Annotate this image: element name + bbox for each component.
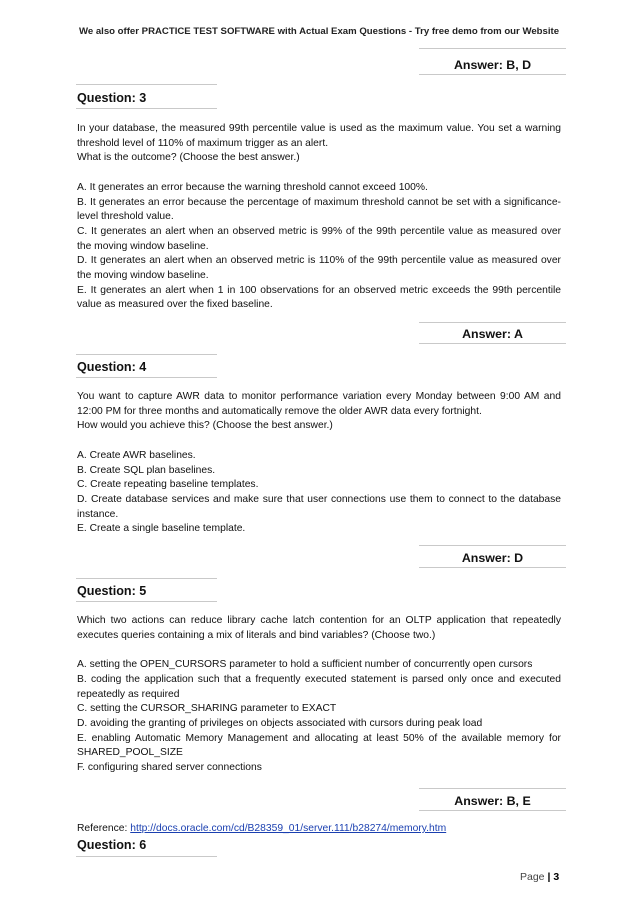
question-6-title: Question: 6 <box>77 838 147 852</box>
question-4-stem: You want to capture AWR data to monitor performance variation every Monday between 9:00 AM and 12:00 PM for three months and automatically remove the older AWR data every fortnight. <box>77 391 561 417</box>
question-3-option-b: B. It generates an error because the percentage of maximum threshold cannot be set with a significance-level threshold value. <box>77 196 561 223</box>
page-separator: | <box>547 871 551 883</box>
reference-link[interactable]: http://docs.oracle.com/cd/B28359_01/server.111/b28274/memory.htm <box>130 823 447 834</box>
question-5-body <box>77 614 561 776</box>
question-5-option-c: C. setting the CURSOR_SHARING parameter to EXACT <box>77 703 337 715</box>
question-4-option-d: D. Create database services and make sure that user connections use them to connect to the database instance. <box>77 493 561 520</box>
answer-q2: Answer: B, D <box>453 58 532 72</box>
question-3-option-d: D. It generates an alert when an observed metric is 110% of the 99th percentile value as measured over the moving window baseline. <box>77 255 561 282</box>
header-banner: We also offer PRACTICE TEST SOFTWARE with Actual Exam Questions - Try free demo from our Website <box>78 26 560 37</box>
page-number <box>520 871 559 883</box>
answer-divider <box>419 567 566 568</box>
answer-divider <box>419 343 566 344</box>
question-divider <box>76 578 217 579</box>
answer-divider <box>419 48 566 49</box>
question-5-option-e: E. enabling Automatic Memory Management and allocating at least 50% of the available memory for SHARED_POOL_SIZE <box>77 732 561 759</box>
reference-label: Reference: <box>77 823 131 834</box>
page-label: Page <box>520 871 545 883</box>
question-3-title: Question: 3 <box>77 91 147 105</box>
question-divider <box>76 601 217 602</box>
answer-divider <box>419 74 566 75</box>
question-5-option-b: B. coding the application such that a frequently executed statement is parsed only once and executed repeatedly as required <box>77 673 561 700</box>
question-5-option-f: F. configuring shared server connections <box>77 762 262 774</box>
question-5-title: Question: 5 <box>77 584 147 598</box>
question-divider <box>76 377 217 378</box>
question-5-option-a: A. setting the OPEN_CURSORS parameter to hold a sufficient number of concurrently open cursors <box>77 659 533 671</box>
question-4-option-b: B. Create SQL plan baselines. <box>77 464 216 476</box>
question-5-stem: Which two actions can reduce library cache latch contention for an OLTP application that repeatedly executes queries containing a mix of literals and bind variables? (Choose two.) <box>77 615 561 641</box>
answer-divider <box>419 545 566 546</box>
question-divider <box>76 856 217 857</box>
question-3-option-e: E. It generates an alert when 1 in 100 observations for an observed metric exceeds the 99th percentile value as measured over the fixed baseline. <box>77 284 561 311</box>
question-3-body <box>77 122 561 313</box>
question-divider <box>76 84 217 85</box>
question-4-option-e: E. Create a single baseline template. <box>77 523 246 535</box>
question-4-body <box>77 390 561 537</box>
question-divider <box>76 354 217 355</box>
question-4-prompt: How would you achieve this? (Choose the best answer.) <box>77 420 333 432</box>
question-3-stem: In your database, the measured 99th percentile value is used as the maximum value. You set a warning threshold level of 110% of maximum trigger as an alert. <box>77 123 561 149</box>
answer-divider <box>419 788 566 789</box>
question-3-prompt: What is the outcome? (Choose the best answer.) <box>77 152 300 164</box>
question-divider <box>76 108 217 109</box>
answer-divider <box>419 810 566 811</box>
question-5-option-d: D. avoiding the granting of privileges on objects associated with cursors during peak load <box>77 717 483 729</box>
reference-line <box>77 823 446 834</box>
answer-q3: Answer: A <box>462 327 523 341</box>
question-3-option-c: C. It generates an alert when an observed metric is 99% of the 99th percentile value as measured over the moving window baseline. <box>77 225 561 252</box>
answer-divider <box>419 322 566 323</box>
answer-q4: Answer: D <box>461 551 524 565</box>
page-number-value: 3 <box>553 871 560 883</box>
question-3-option-a: A. It generates an error because the warning threshold cannot exceed 100%. <box>77 181 428 193</box>
answer-q5: Answer: B, E <box>454 794 531 808</box>
question-4-title: Question: 4 <box>77 360 147 374</box>
question-4-option-c: C. Create repeating baseline templates. <box>77 479 259 491</box>
question-4-option-a: A. Create AWR baselines. <box>77 449 196 461</box>
